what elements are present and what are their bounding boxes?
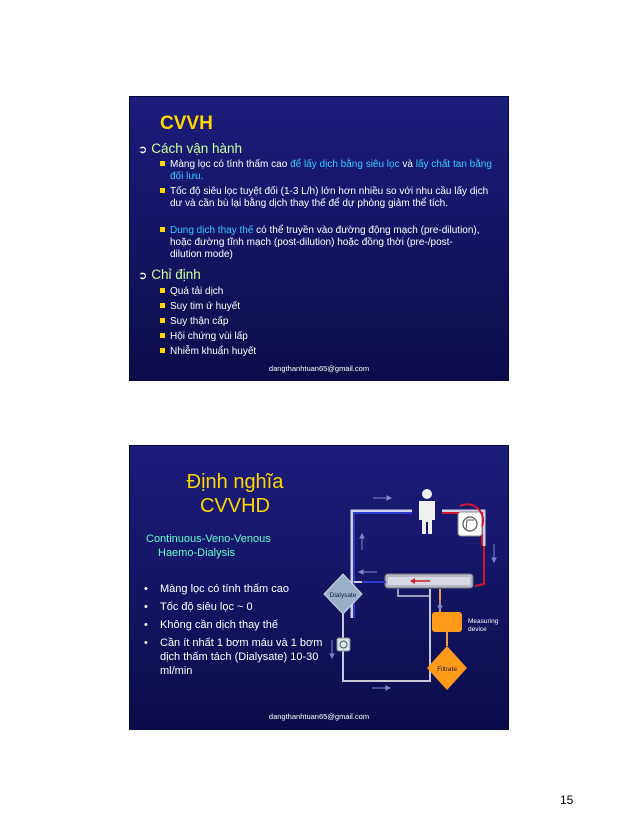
arrow-bullet-icon: ➲ [138, 144, 148, 156]
list-item: Nhiễm khuẩn huyết [170, 346, 500, 358]
square-bullet-icon [160, 318, 165, 323]
measuring-device-label: Measuring device [468, 618, 499, 633]
patient-icon [419, 489, 435, 534]
slide-cvvhd: Dialysate Filtrate Định nghĩa CVVHD Continuous-Veno-Venous Haemo-Dialysis • Màng lọc có tính thấm cao • Tốc độ siêu lọc ~ 0 • Không cần dịch thay thế • Cần ít nhất 1 bơm máu và 1 bơm dịch thấm tách (Dialysate) 10-30 ml/min Measuring device dangthanhtuan65@gmail.com [130, 446, 508, 729]
section-indications: ➲ Chỉ định [138, 267, 201, 282]
venous-return-line [354, 513, 412, 618]
slide-title: Định nghĩa CVVHD [186, 471, 284, 517]
bullet-membrane: Màng lọc có tính thấm cao để lấy dịch bằng siêu lọc và lấy chất tan bằng đối lưu. [170, 159, 500, 183]
page-number: 15 [560, 793, 574, 807]
square-bullet-icon [160, 288, 165, 293]
square-bullet-icon [160, 303, 165, 308]
footer-email: dangthanhtuan65@gmail.com [268, 712, 370, 721]
dialysate-line [343, 589, 430, 681]
footer-email: dangthanhtuan65@gmail.com [268, 364, 370, 373]
venous-return-line-outline [352, 511, 412, 618]
slide-title: CVVH [160, 113, 213, 134]
dialysate-label: Dialysate [329, 592, 357, 599]
list-item: Suy thận cấp [170, 316, 500, 328]
slide-subtitle: Continuous-Veno-Venous Haemo-Dialysis [146, 533, 271, 559]
square-bullet-icon [160, 348, 165, 353]
dialysate-inlet-line [398, 589, 430, 596]
section-operation: ➲ Cách vận hành [138, 141, 243, 156]
arrow-bullet-icon: ➲ [138, 270, 148, 282]
square-bullet-icon [160, 227, 165, 232]
blood-pump [458, 512, 482, 536]
slide-cvvh [130, 97, 508, 380]
list-item: Hội chứng vùi lấp [170, 331, 500, 343]
list-item: Quá tải dịch [170, 286, 500, 298]
filtrate-label: Filtrate [437, 666, 457, 673]
square-bullet-icon [160, 333, 165, 338]
square-bullet-icon [160, 161, 165, 166]
bullet-ultrafiltration-rate: Tốc độ siêu lọc tuyệt đối (1-3 L/h) lớn hơn nhiều so với nhu cầu lấy dịch dư và cần bù lại bằng dịch thay thế để dự phòng giảm thể tích. [170, 186, 490, 210]
bullet-replacement-fluid: Dung dịch thay thế có thể truyền vào đường động mạch (pre-dilution), hoặc đường tĩnh mạch (post-dilution) hoặc đồng thời (pre-/post- dilution mode) [170, 225, 480, 261]
measuring-device [432, 612, 462, 632]
arterial-line-lower [475, 546, 484, 586]
square-bullet-icon [160, 188, 165, 193]
dialysate-pump [337, 638, 350, 651]
list-item: Suy tim ứ huyết [170, 301, 500, 313]
